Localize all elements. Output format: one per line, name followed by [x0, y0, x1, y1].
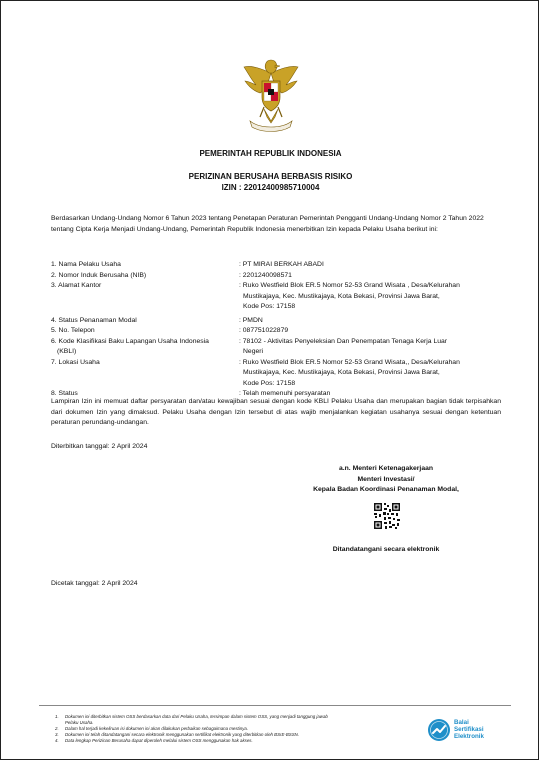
permit-number: IZIN : 22012400985710004 [221, 183, 320, 192]
intro-paragraph: Berdasarkan Undang-Undang Nomor 6 Tahun 2023 tentang Penetapan Peraturan Pemerintah Pengganti Undang-Undang Nomor 2 Tahun 2022 tentang Cipta Kerja Menjadi Undang-Undang, Pemerintah Republik Indonesia menerbitkan Izin kepada Pelaku Usaha berikut ini: [51, 215, 484, 233]
signature-block [261, 464, 511, 496]
closing-paragraph: Lampiran Izin ini memuat daftar persyaratan dan/atau kewajiban sesuai dengan kode KBLI Pelaku Usaha dan merupakan bagian tidak terpisahkan dari dokumen Izin yang dimaksud. Pelaku Usaha dengan Izin tersebut di atas wajib menjalankan kegiatan usahanya sesuai dengan ketentuan peraturan perundang-undangan. [51, 398, 501, 426]
detail-row-business-location: 7. Lokasi Usaha : Ruko Westfield Blok ER.5 Nomor 52-53 Grand Wisata,, Desa/Kelurahan Mustikajaya, Kec. Mustikajaya, Kota Bekasi, Provinsi Jawa Barat, Kode Pos: 17158 [51, 358, 460, 387]
bsre-name-line-1: Balai [454, 719, 469, 726]
detail-row-investment-status: 4. Status Penanaman Modal : PMDN [51, 316, 263, 324]
issued-date: Diterbitkan tanggal: 2 April 2024 [51, 443, 148, 450]
bsre-logo [427, 718, 507, 744]
footer-note: 3. Dokumen ini telah ditandatangani secara elektronik menggunakan sertifikat elektronik yang diterbitkan oleh BSrE-BSSN. [55, 732, 300, 737]
footer-notes-box [39, 705, 511, 758]
garuda-emblem-icon [242, 59, 300, 135]
footer-note: 2. Dalam hal terjadi kekeliruan isi dokumen ini akan dilakukan perbaikan sebagaimana mestinya. [55, 726, 249, 731]
printed-date: Dicetak tanggal: 2 April 2024 [51, 580, 138, 587]
permit-title: PERIZINAN BERUSAHA BERBASIS RISIKO [188, 172, 353, 181]
bsre-seal-icon [427, 718, 451, 742]
bsre-name-line-2: Sertifikasi [454, 726, 484, 733]
footer-note: 4. Data lengkap Perizinan Berusaha dapat diperoleh melalui sistem OSS menggunakan hak akses. [55, 738, 253, 743]
footer-note: 1. Dokumen ini diterbitkan sistem OSS berdasarkan data dari Pelaku Usaha, tersimpan dalam sistem OSS, yang menjadi tanggung jawab [55, 714, 328, 719]
government-title: PEMERINTAH REPUBLIK INDONESIA [199, 149, 342, 158]
detail-row-kbli: 6. Kode Klasifikasi Baku Lapangan Usaha Indonesia (KBLI) : 78102 - Aktivitas Penyeleksian Dan Penempatan Tenaga Kerja Luar Negeri [51, 337, 448, 355]
detail-row-nib: 2. Nomor Induk Berusaha (NIB) : 2201240098571 [51, 271, 292, 279]
detail-row-status: 8. Status : Telah memenuhi persyaratan [51, 390, 331, 397]
bsre-name-line-3: Elektronik [454, 733, 484, 740]
detail-row-office-address: 3. Alamat Kantor : Ruko Westfield Blok ER.5 Nomor 52-53 Grand Wisata , Desa/Kelurahan Mustikajaya, Kec. Mustikajaya, Kota Bekasi, Provinsi Jawa Barat, Kode Pos: 17158 [51, 282, 460, 310]
qr-code-icon [373, 502, 401, 530]
business-details [51, 260, 511, 400]
signature-line-3: Kepala Badan Koordinasi Penanaman Modal, [313, 486, 459, 493]
detail-row-phone: 5. No. Telepon : 087751022879 [51, 327, 289, 334]
signature-line-2: Menteri Investasi/ [357, 475, 415, 483]
footer-note: Pelaku Usaha. [65, 720, 94, 725]
detail-row-name: 1. Nama Pelaku Usaha : PT MIRAI BERKAH ABADI [51, 261, 324, 268]
electronic-signature-note: Ditandatangani secara elektronik [332, 546, 440, 553]
footer-notes [55, 714, 395, 744]
signature-line-1: a.n. Menteri Ketenagakerjaan [338, 465, 434, 472]
